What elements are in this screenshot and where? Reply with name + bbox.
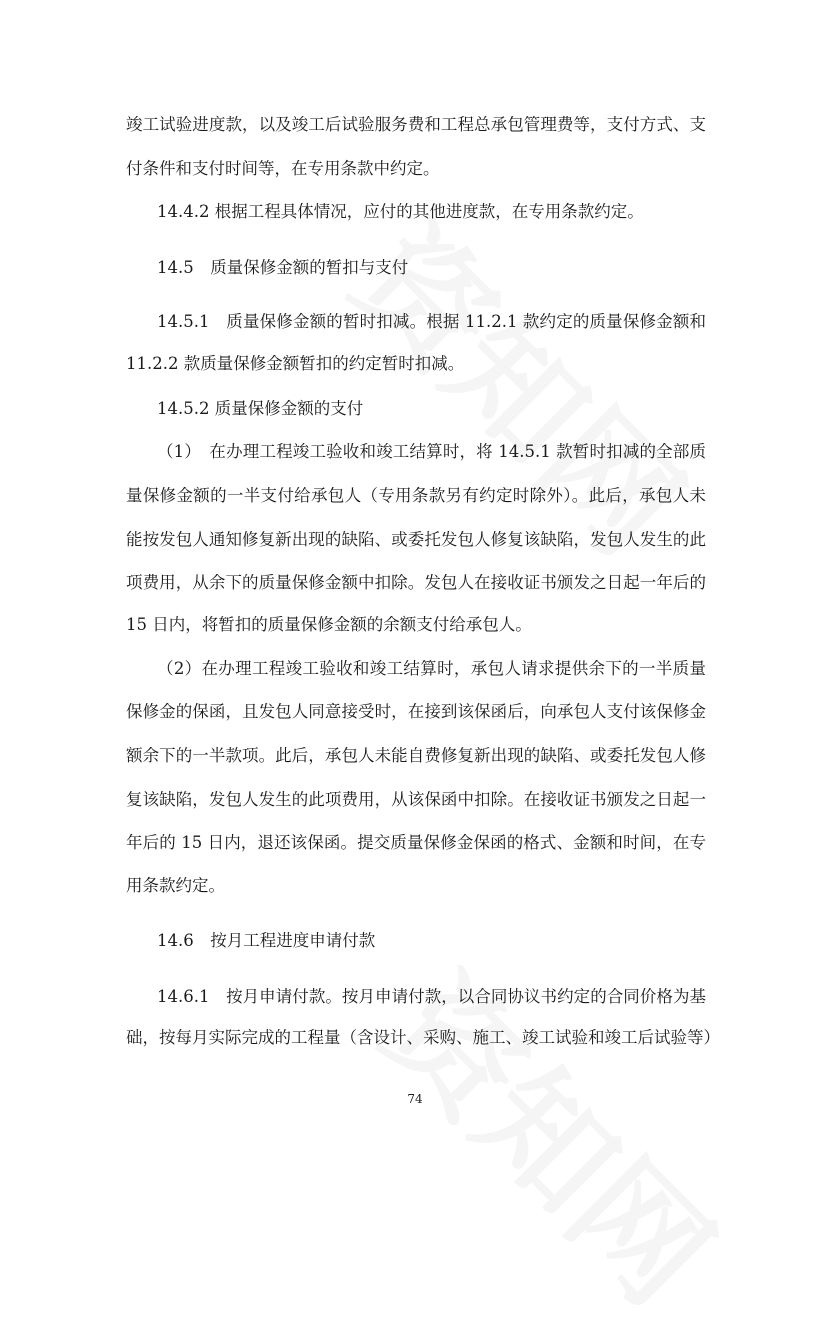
body-line: 付条件和支付时间等，在专用条款中约定。 — [126, 159, 440, 178]
clause-14-5-1: 14.5.1 质量保修金额的暂时扣减。根据 11.2.1 款约定的质量保修金额和 — [157, 312, 706, 331]
body-line: 础，按每月实际完成的工程量（含设计、采购、施工、竣工试验和竣工后试验等） — [126, 1028, 720, 1047]
item-2-line: 年后的 15 日内，退还该保函。提交质量保修金保函的格式、金额和时间，在专 — [126, 833, 706, 852]
clause-14-5-2: 14.5.2 质量保修金额的支付 — [157, 399, 364, 418]
item-1-line: 能按发包人通知修复新出现的缺陷、或委托发包人修复该缺陷，发包人发生的此 — [126, 530, 706, 549]
clause-14-6-1: 14.6.1 按月申请付款。按月申请付款，以合同协议书约定的合同价格为基 — [157, 987, 706, 1006]
item-1-line: 15 日内，将暂扣的质量保修金额的余额支付给承包人。 — [126, 615, 532, 634]
clause-14-4-2: 14.4.2 根据工程具体情况，应付的其他进度款，在专用条款约定。 — [157, 202, 644, 221]
section-heading-14-5: 14.5 质量保修金额的暂扣与支付 — [157, 258, 409, 277]
item-2-line: （2）在办理工程竣工验收和竣工结算时，承包人请求提供余下的一半质量 — [157, 659, 706, 678]
watermark — [321, 179, 729, 587]
item-2-line: 额余下的一半款项。此后，承包人未能自费修复新出现的缺陷、或委托发包人修 — [126, 746, 706, 765]
body-line: 竣工试验进度款，以及竣工后试验服务费和工程总承包管理费等，支付方式、支 — [126, 115, 706, 134]
item-2-line: 复该缺陷，发包人发生的此项费用，从该保函中扣除。在接收证书颁发之日起一 — [126, 790, 706, 809]
item-1-line: （1） 在办理工程竣工验收和竣工结算时，将 14.5.1 款暂时扣减的全部质 — [157, 442, 706, 461]
section-heading-14-6: 14.6 按月工程进度申请付款 — [157, 931, 376, 950]
item-2-line: 用条款约定。 — [126, 876, 225, 895]
body-line: 11.2.2 款质量保修金额暂扣的约定暂时扣减。 — [126, 354, 465, 373]
item-2-line: 保修金的保函，且发包人同意接受时，在接到该保函后，向承包人支付该保修金 — [126, 702, 706, 721]
item-1-line: 量保修金额的一半支付给承包人（专用条款另有约定时除外）。此后，承包人未 — [126, 486, 706, 505]
item-1-line: 项费用，从余下的质量保修金额中扣除。发包人在接收证书颁发之日起一年后的 — [126, 573, 706, 592]
page-number: 74 — [407, 1092, 423, 1106]
